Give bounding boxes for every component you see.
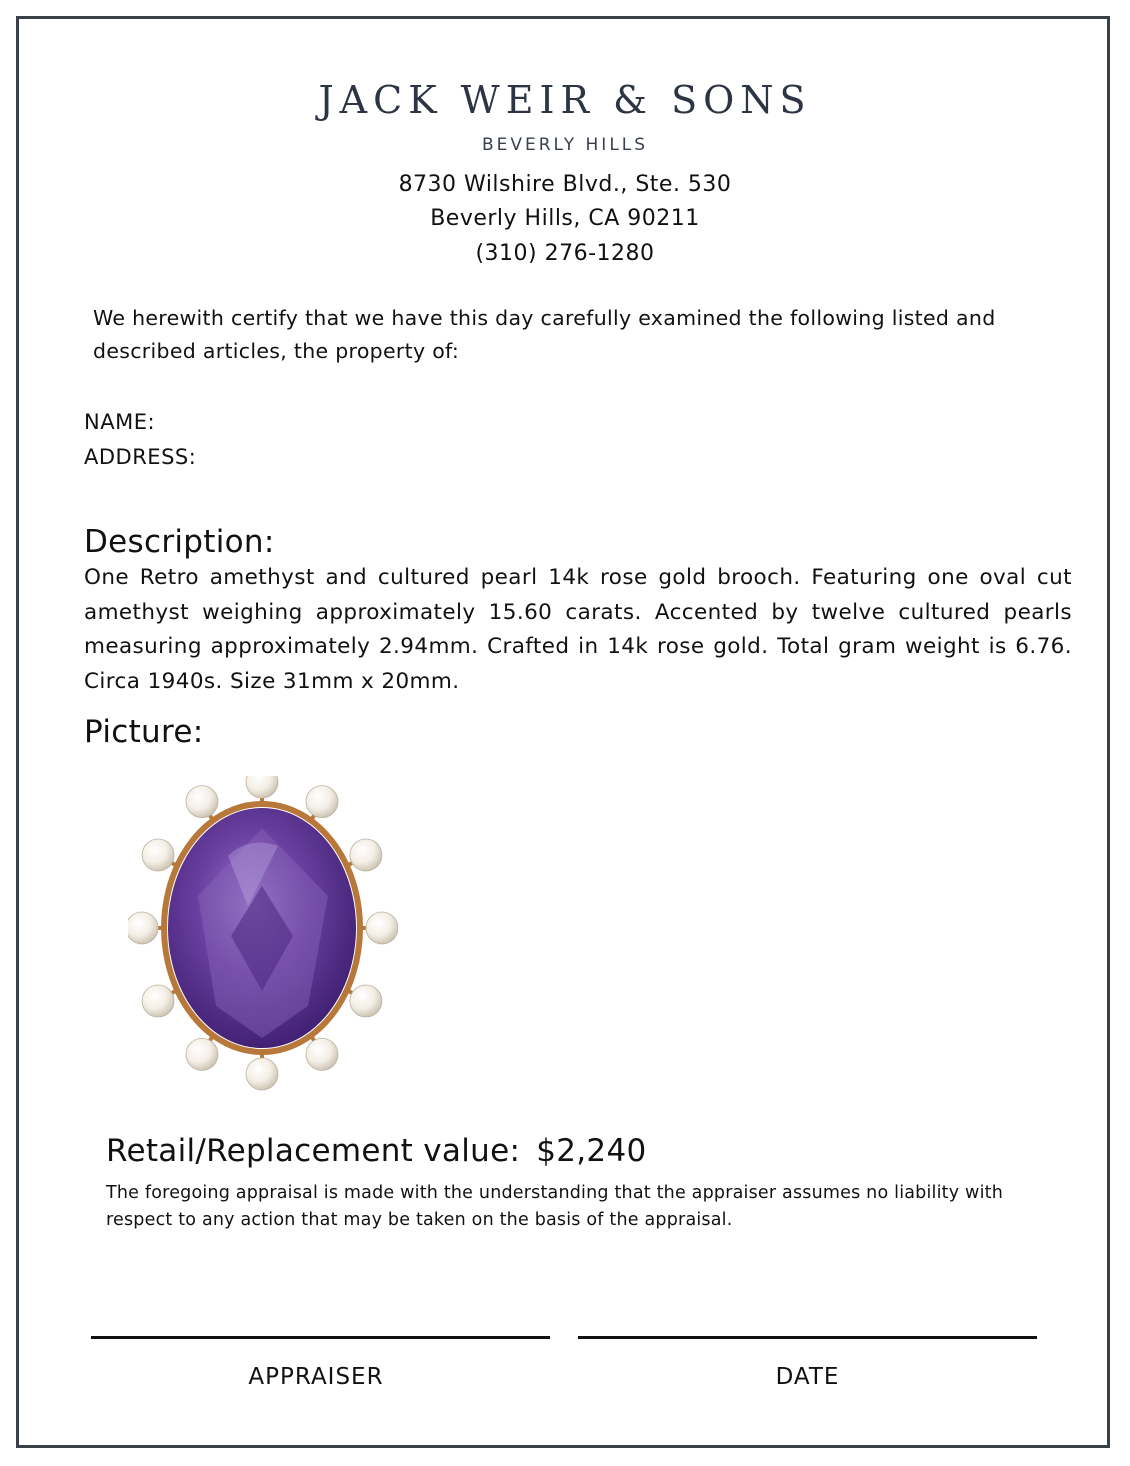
valuation-line (106, 1133, 647, 1169)
pearl (186, 1038, 218, 1070)
pearl (350, 985, 382, 1017)
address-line-1: 8730 Wilshire Blvd., Ste. 530 (398, 172, 732, 197)
pearl (142, 839, 174, 871)
description-heading: Description: (84, 524, 275, 560)
pearl (186, 786, 218, 818)
disclaimer-text: The foregoing appraisal is made with the understanding that the appraiser assumes no liability with respect to any action that may be taken on the basis of the appraisal. (106, 1183, 1003, 1230)
brooch-photo (128, 776, 398, 1116)
valuation-amount: $2,240 (536, 1133, 647, 1169)
pearl (128, 912, 158, 944)
valuation-label: Retail/Replacement value: (106, 1133, 521, 1169)
date-label: DATE (775, 1364, 840, 1390)
owner-name-label: NAME: (84, 410, 156, 434)
pearl (246, 1058, 278, 1090)
pearl (306, 1038, 338, 1070)
pearl (350, 839, 382, 871)
description-text: One Retro amethyst and cultured pearl 14k rose gold brooch. Featuring one oval cut amethyst weighing approximately 15.60 carats. Accented by twelve cultured pearls measuring approximately 2.94mm. Crafted in 14k rose gold. Total gram weight is 6.76. Circa 1940s. Size 31mm x 20mm. (84, 565, 1072, 694)
owner-address-label: ADDRESS: (84, 445, 197, 469)
pearl (306, 786, 338, 818)
pearl (246, 776, 278, 798)
phone-number: (310) 276-1280 (475, 241, 655, 266)
pearl (366, 912, 398, 944)
appraiser-label: APPRAISER (248, 1364, 384, 1390)
brand-subtitle: BEVERLY HILLS (481, 135, 649, 155)
brand-name: JACK WEIR & SONS (318, 78, 812, 122)
certification-statement: We herewith certify that we have this day carefully examined the following listed and described articles, the property of: (93, 306, 996, 363)
picture-heading: Picture: (84, 714, 204, 750)
date-signature-line (578, 1336, 1037, 1339)
pearl (142, 985, 174, 1017)
appraiser-signature-line (91, 1336, 550, 1339)
address-line-2: Beverly Hills, CA 90211 (430, 206, 700, 231)
